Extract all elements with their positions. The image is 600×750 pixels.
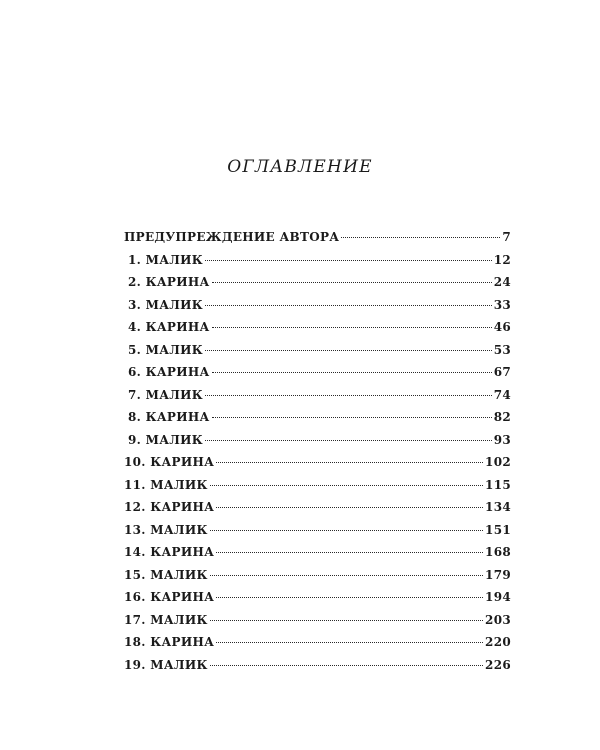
dot-leader (205, 350, 492, 351)
toc-entry (124, 478, 511, 498)
toc-entry (128, 253, 511, 273)
toc-entry-page: 46 (493, 320, 511, 334)
toc-entry-page: 226 (485, 657, 511, 672)
toc-entry-page: 12 (493, 252, 511, 267)
toc-entry-label: 14. КАРИНА (124, 545, 215, 559)
toc-entry-label: 2. КАРИНА (128, 275, 210, 289)
dot-leader (205, 395, 492, 396)
toc-entry-label: 10. КАРИНА (124, 455, 215, 469)
dot-leader (216, 597, 483, 598)
dot-leader (210, 665, 483, 666)
toc-entry-page: 203 (485, 612, 511, 627)
dot-leader (212, 372, 492, 373)
toc-entry (124, 523, 511, 543)
toc-entry-label: 3. МАЛИК (128, 297, 204, 312)
toc-entry (124, 230, 511, 250)
toc-entry-page: 115 (485, 477, 511, 492)
toc-entry-label: 12. КАРИНА (124, 500, 215, 514)
toc-entry-page: 194 (485, 590, 511, 604)
toc-entry-page: 151 (485, 522, 511, 537)
toc-entry (124, 590, 511, 610)
dot-leader (210, 620, 483, 621)
dot-leader (216, 507, 483, 508)
dot-leader (216, 552, 483, 553)
toc-entry-label: 17. МАЛИК (124, 612, 208, 627)
dot-leader (216, 642, 483, 643)
toc-entry-label: 11. МАЛИК (124, 477, 208, 492)
toc-entry (124, 455, 511, 475)
toc-entry-label: 8. КАРИНА (128, 410, 210, 424)
toc-entry-page: 67 (493, 365, 511, 379)
toc-entry-label: 15. МАЛИК (124, 567, 208, 582)
toc-entry-label: 18. КАРИНА (124, 635, 215, 649)
toc-entry-label: ПРЕДУПРЕЖДЕНИЕ АВТОРА (124, 230, 340, 244)
dot-leader (210, 485, 483, 486)
dot-leader (212, 327, 492, 328)
toc-entry-label: 1. МАЛИК (128, 252, 204, 267)
toc-entry-page: 74 (493, 387, 511, 402)
toc-entry (128, 433, 511, 453)
toc-entry-label: 7. МАЛИК (128, 387, 204, 402)
dot-leader (216, 462, 483, 463)
toc-entry (124, 658, 511, 678)
toc-entry-label: 5. МАЛИК (128, 342, 204, 357)
toc-entry-label: 4. КАРИНА (128, 320, 210, 334)
toc-entry-label: 6. КАРИНА (128, 365, 210, 379)
toc-entry (124, 635, 511, 655)
toc-entry (128, 410, 511, 430)
dot-leader (341, 237, 500, 238)
dot-leader (210, 575, 483, 576)
toc-entry-page: 134 (485, 500, 511, 514)
toc-entry-label: 19. МАЛИК (124, 657, 208, 672)
toc-entry (128, 275, 511, 295)
toc-entry-page: 33 (493, 297, 511, 312)
toc-entry-page: 53 (493, 342, 511, 357)
toc-entry (128, 388, 511, 408)
toc-entry-page: 179 (485, 567, 511, 582)
toc-entry-page: 82 (493, 410, 511, 424)
dot-leader (205, 305, 492, 306)
dot-leader (212, 282, 492, 283)
toc-entry (128, 298, 511, 318)
toc-entry (124, 613, 511, 633)
toc-entry-label: 13. МАЛИК (124, 522, 208, 537)
page-title: ОГЛАВЛЕНИЕ (227, 157, 373, 177)
toc-entry-page: 220 (485, 635, 511, 649)
toc-entry-page: 7 (502, 230, 511, 244)
toc-entry (128, 343, 511, 363)
toc-entry (124, 500, 511, 520)
toc-entry-label: 16. КАРИНА (124, 590, 215, 604)
dot-leader (205, 440, 492, 441)
toc-entry (124, 545, 511, 565)
dot-leader (205, 260, 492, 261)
toc-entry-page: 102 (485, 455, 511, 469)
toc-entry-page: 93 (493, 432, 511, 447)
toc-entry-page: 24 (493, 275, 511, 289)
toc-entry-page: 168 (485, 545, 511, 559)
dot-leader (212, 417, 492, 418)
toc-entry (128, 365, 511, 385)
toc-entry (128, 320, 511, 340)
dot-leader (210, 530, 483, 531)
toc-entry (124, 568, 511, 588)
toc-entry-label: 9. МАЛИК (128, 432, 204, 447)
